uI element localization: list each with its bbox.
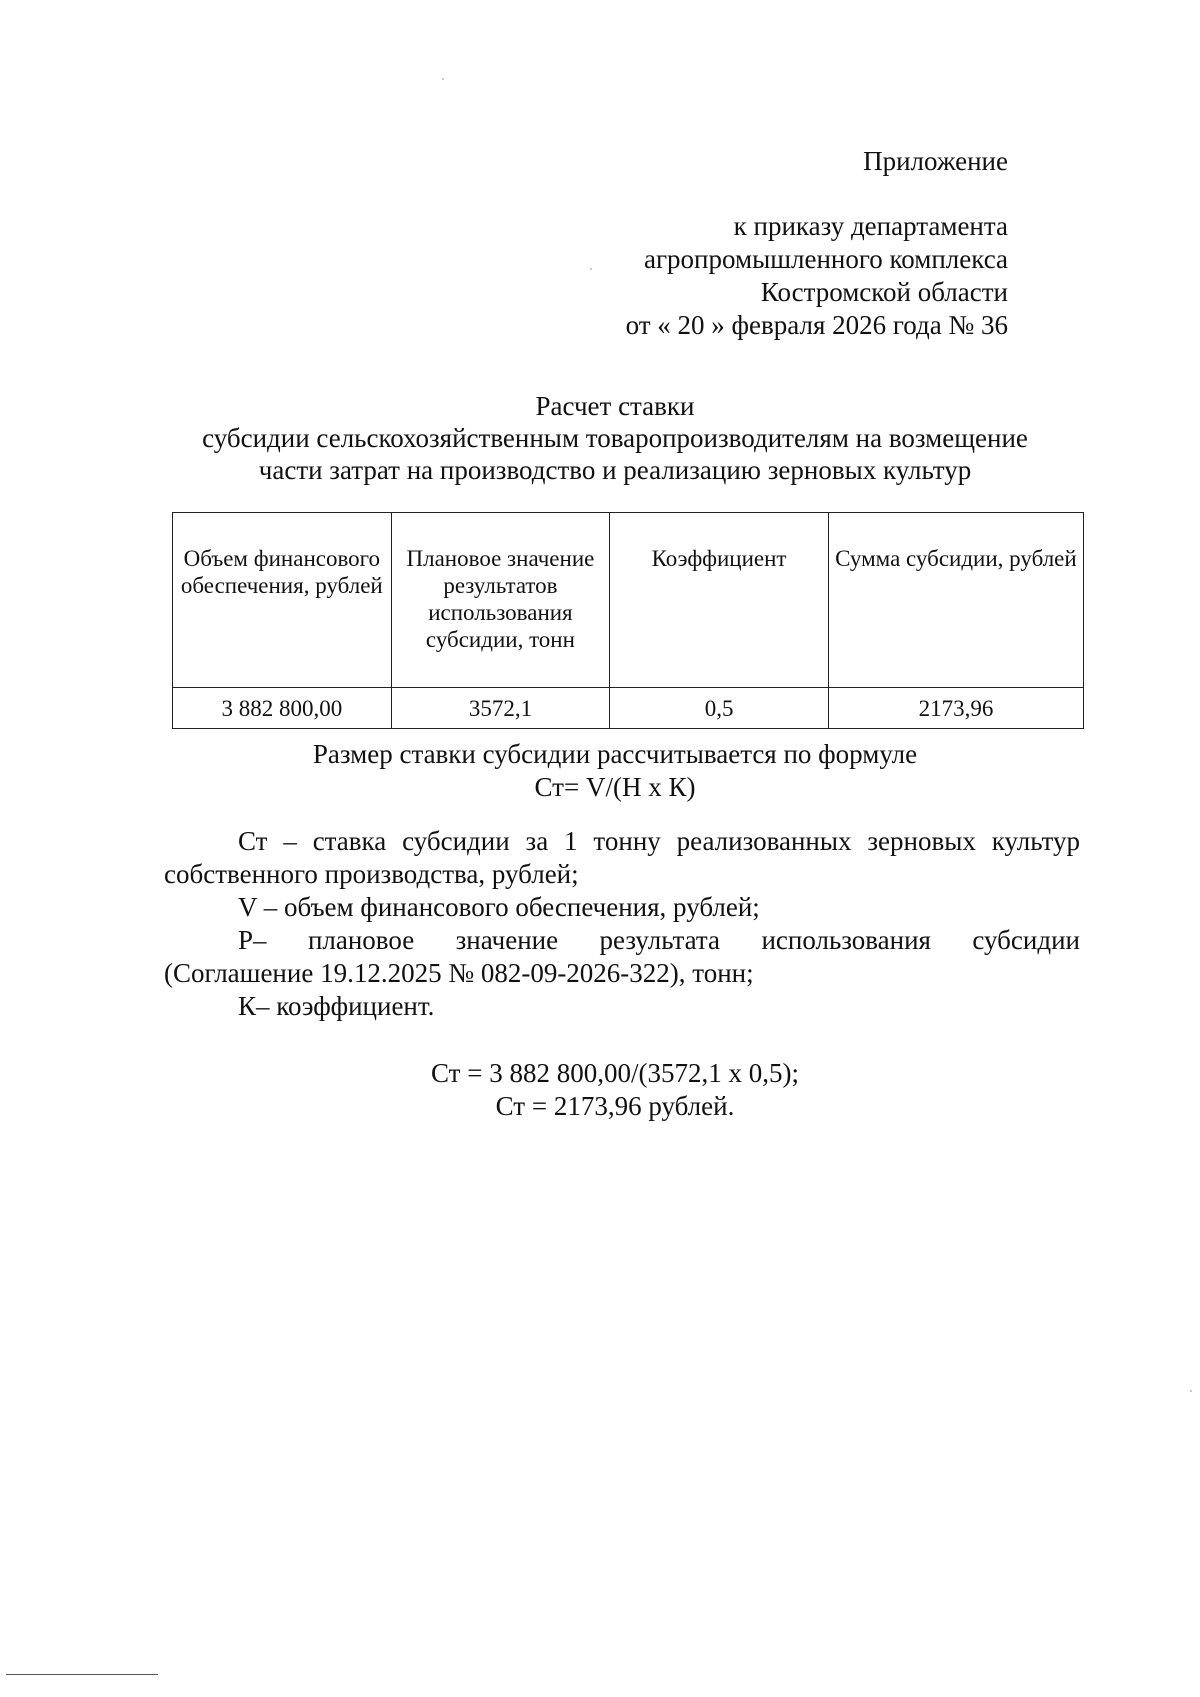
formula-legend [164, 825, 1080, 1023]
subsidy-calculation-table [172, 512, 1084, 729]
column-header-funding: Объем финансового обеспечения, рублей [173, 513, 392, 688]
title-line: Расчет ставки [535, 391, 695, 421]
order-reference-line: к приказу департамента [733, 211, 1008, 241]
table-row [173, 688, 1084, 729]
order-reference [626, 210, 1008, 342]
scan-speck [442, 78, 444, 80]
calculation-result-line: Ст = 2173,96 рублей. [495, 1091, 735, 1121]
column-header-subsidy-amount: Сумма субсидии, рублей [828, 513, 1083, 688]
document-title [150, 390, 1080, 486]
order-reference-line: Костромской области [760, 277, 1008, 307]
scan-speck [1190, 1390, 1192, 1392]
legend-item-volume: V – объем финансового обеспечения, рублей; [238, 892, 760, 922]
formula-intro-text: Размер ставки субсидии рассчитывается по формуле [312, 739, 918, 769]
table-header-row [173, 513, 1084, 688]
legend-item-planned-value: Р– плановое значение результата использования субсидии [238, 925, 1080, 955]
title-line: субсидии сельскохозяйственным товаропроизводителям на возмещение [202, 423, 1028, 453]
order-reference-line: агропромышленного комплекса [644, 244, 1008, 274]
footnote-divider [6, 1674, 158, 1675]
title-line: части затрат на производство и реализацию зерновых культур [258, 455, 972, 485]
scan-speck [590, 268, 592, 270]
formula-expression: Ст= V/(Н х К) [534, 772, 696, 802]
cell-planned-value: 3572,1 [391, 688, 610, 729]
cell-funding: 3 882 800,00 [173, 688, 392, 729]
calculation-line: Ст = 3 882 800,00/(3572,1 х 0,5); [431, 1058, 799, 1088]
legend-item-rate: Ст – ставка субсидии за 1 тонну реализованных зерновых культур собственного производства, рублей; [164, 826, 1080, 889]
cell-coefficient: 0,5 [610, 688, 829, 729]
order-date-number: от « 20 » февраля 2026 года № 36 [625, 310, 1008, 340]
appendix-label: Приложение [863, 146, 1008, 176]
column-header-planned-value: Плановое значение результатов использования субсидии, тонн [391, 513, 610, 688]
formula-section [150, 738, 1080, 804]
column-header-coefficient: Коэффициент [610, 513, 829, 688]
legend-item-agreement: (Соглашение 19.12.2025 № 082-09-2026-322), тонн; [164, 958, 754, 988]
legend-item-coefficient: К– коэффициент. [238, 991, 435, 1021]
calculation-result [150, 1057, 1080, 1123]
cell-subsidy-amount: 2173,96 [828, 688, 1083, 729]
